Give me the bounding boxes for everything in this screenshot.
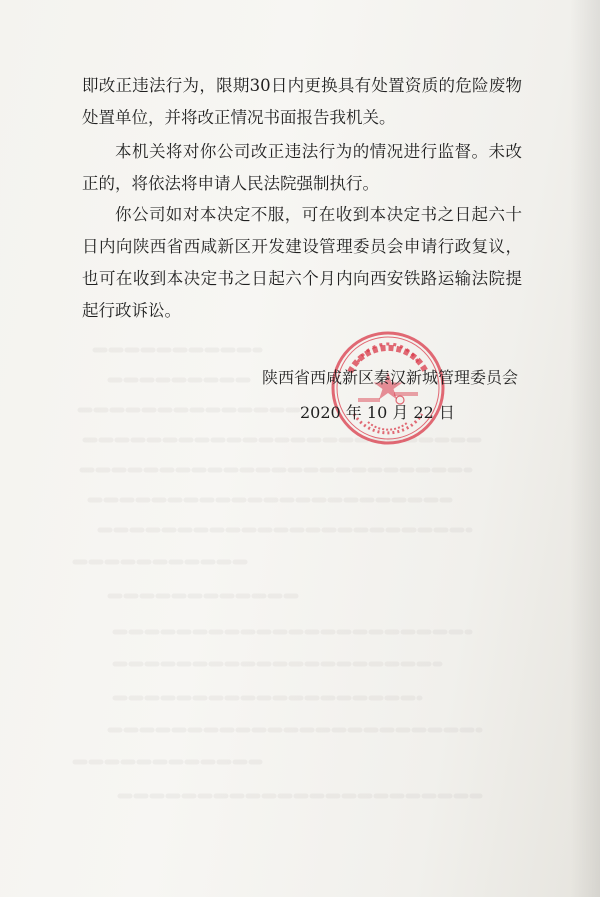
official-seal-icon: [328, 328, 448, 448]
signing-date: 2020 年 10 月 22 日: [300, 403, 455, 422]
paragraph-supervision: 本机关将对你公司改正违法行为的情况进行监督。未改正的，将依法将申请人民法院强制执行。: [82, 142, 522, 193]
signing-organization: 陕西省西咸新区秦汉新城管理委员会: [262, 368, 519, 387]
paragraph-appeal-rights: 你公司如对本决定不服，可在收到本决定书之日起六十日内向陕西省西咸新区开发建设管理委员会申请行政复议，也可在收到本决定书之日起六个月内向西安铁路运输法院提起行政诉讼。: [82, 205, 522, 320]
paragraph-correction: 即改正违法行为，限期30日内更换具有处置资质的危险废物处置单位，并将改正情况书面报告我机关。: [82, 76, 522, 127]
page-edge-shadow: [570, 0, 600, 897]
